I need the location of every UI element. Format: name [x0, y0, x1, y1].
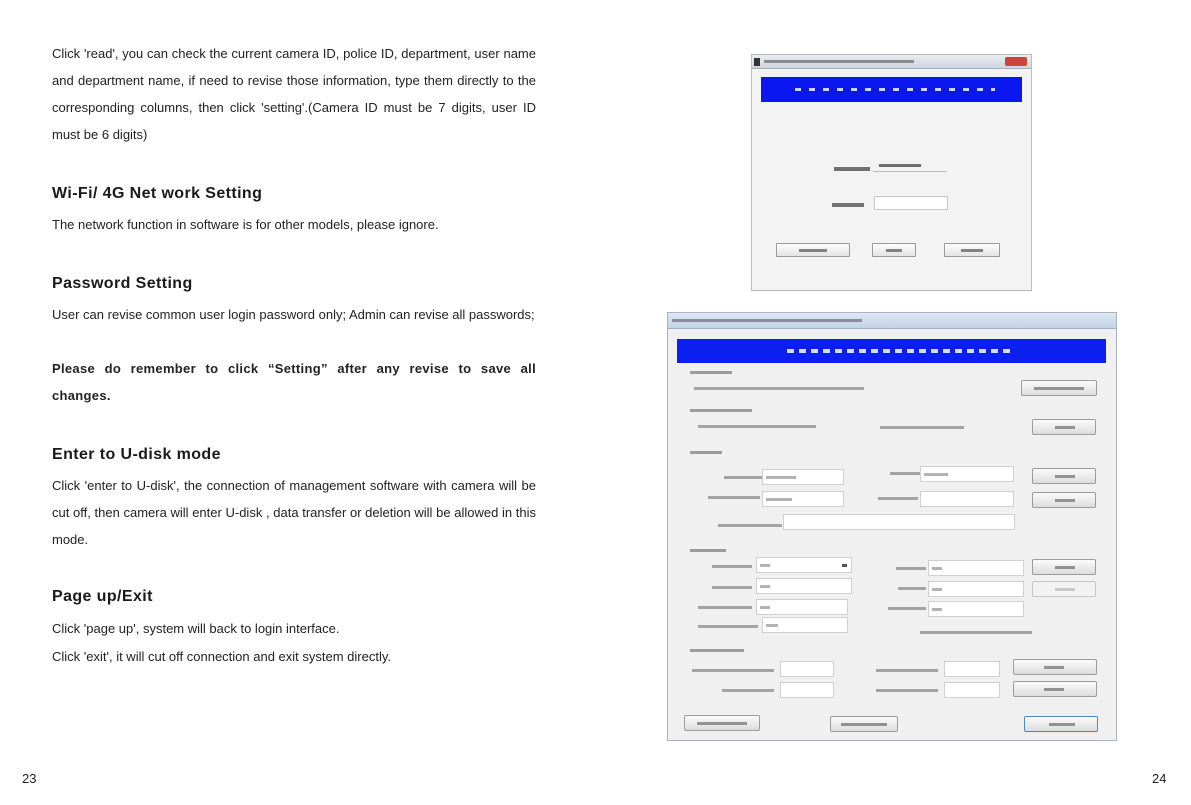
parameter-read-button	[1032, 419, 1096, 435]
udisk-paragraph: Click 'enter to U-disk', the connection of management software with camera will be cut off, then camera will enter U-disk , data transfer or deletion will be allowed in this mode.	[52, 478, 536, 547]
section-heading-network: Wi-Fi/ 4G Net work Setting	[52, 185, 263, 202]
network-paragraph: The network function in software is for other models, please ignore.	[52, 217, 439, 232]
wifi-ssid-label	[712, 586, 752, 589]
monitor-password-input	[944, 682, 1000, 698]
wifi-mode-label	[712, 565, 752, 568]
network-hint-text	[920, 631, 1032, 634]
time-setting-group-label	[690, 371, 732, 374]
page-number-right: 24	[1152, 771, 1167, 786]
calibration-time-button	[1021, 380, 1097, 396]
monitor-password-label	[876, 689, 938, 692]
password-setting-group-label	[690, 649, 744, 652]
server-port-label	[888, 607, 926, 610]
network-read-button	[1032, 559, 1096, 575]
login-button-1	[776, 243, 850, 257]
wifi-password-label	[698, 606, 752, 609]
management-banner	[677, 339, 1106, 363]
username-label-blur	[834, 167, 870, 171]
management-window-screenshot	[667, 312, 1117, 741]
login-banner	[761, 77, 1022, 102]
wifi-ssid-input	[756, 578, 852, 594]
admin-password-setting-button	[1013, 659, 1097, 675]
department-id-input	[762, 491, 844, 507]
user-password-input	[780, 682, 834, 698]
login-button-3	[944, 243, 1000, 257]
time-status-text	[694, 387, 864, 390]
password-reminder: Please do remember to click “Setting” after any revise to save all changes.	[52, 361, 536, 403]
username-input	[873, 160, 947, 172]
user-id-input	[920, 466, 1014, 482]
login-button-2	[872, 243, 916, 257]
network-setting-button	[1032, 581, 1096, 597]
enter-udisk-button	[684, 715, 760, 731]
4g-apn-label	[896, 567, 926, 570]
user-password-setting-button	[1013, 681, 1097, 697]
video-resolution-text	[698, 425, 816, 428]
login-window-titlebar	[752, 55, 1031, 69]
intro-paragraph: Click 'read', you can check the current camera ID, police ID, department, user name and department name, if need to revise those information, type them directly to the corresponding columns, then click 'setting'.(Camera ID must be 7 digits, user ID must be 6 digits)	[52, 46, 536, 142]
page-number-left: 23	[22, 771, 37, 786]
page-up-button	[1024, 716, 1098, 732]
4g-pin-input	[928, 581, 1024, 597]
password-paragraph: User can revise common user login password only; Admin can revise all passwords;	[52, 307, 535, 322]
format-sd-button	[830, 716, 898, 732]
4g-pin-label	[898, 587, 926, 590]
administrator-password-input	[780, 661, 834, 677]
administrator-password-label	[692, 669, 774, 672]
server-ip-input	[762, 617, 848, 633]
server-ip-label	[698, 625, 758, 628]
password-input	[874, 196, 948, 210]
user-id-label	[890, 472, 920, 475]
management-window-titlebar	[668, 313, 1116, 329]
department-id-label	[708, 496, 760, 499]
camera-id-input	[762, 469, 844, 485]
section-heading-pageup: Page up/Exit	[52, 588, 153, 605]
id-setting-button	[1032, 492, 1096, 508]
wifi-password-input	[756, 599, 848, 615]
user-password-label	[722, 689, 774, 692]
app-icon	[754, 58, 760, 66]
id-setting-group-label	[690, 451, 722, 454]
server-port-input	[928, 601, 1024, 617]
battery-text	[880, 426, 964, 429]
section-heading-udisk: Enter to U-disk mode	[52, 446, 221, 463]
password-label-blur	[832, 203, 864, 207]
section-heading-password: Password Setting	[52, 275, 193, 292]
login-window-screenshot	[751, 54, 1032, 291]
close-icon	[1005, 57, 1027, 66]
user-name-label	[878, 497, 918, 500]
4g-setting-group-label	[690, 549, 726, 552]
id-read-button	[1032, 468, 1096, 484]
parameter-setting-group-label	[690, 409, 752, 412]
exit-paragraph: Click 'exit', it will cut off connection and exit system directly.	[52, 649, 391, 664]
user-name-input	[920, 491, 1014, 507]
department-name-label	[718, 524, 782, 527]
4g-apn-input	[928, 560, 1024, 576]
titlebar-text-blur	[764, 60, 914, 63]
planner-password-label	[876, 669, 938, 672]
camera-id-label	[724, 476, 762, 479]
wifi-mode-select	[756, 557, 852, 573]
planner-password-input	[944, 661, 1000, 677]
pageup-paragraph: Click 'page up', system will back to login interface.	[52, 621, 340, 636]
department-name-input	[783, 514, 1015, 530]
